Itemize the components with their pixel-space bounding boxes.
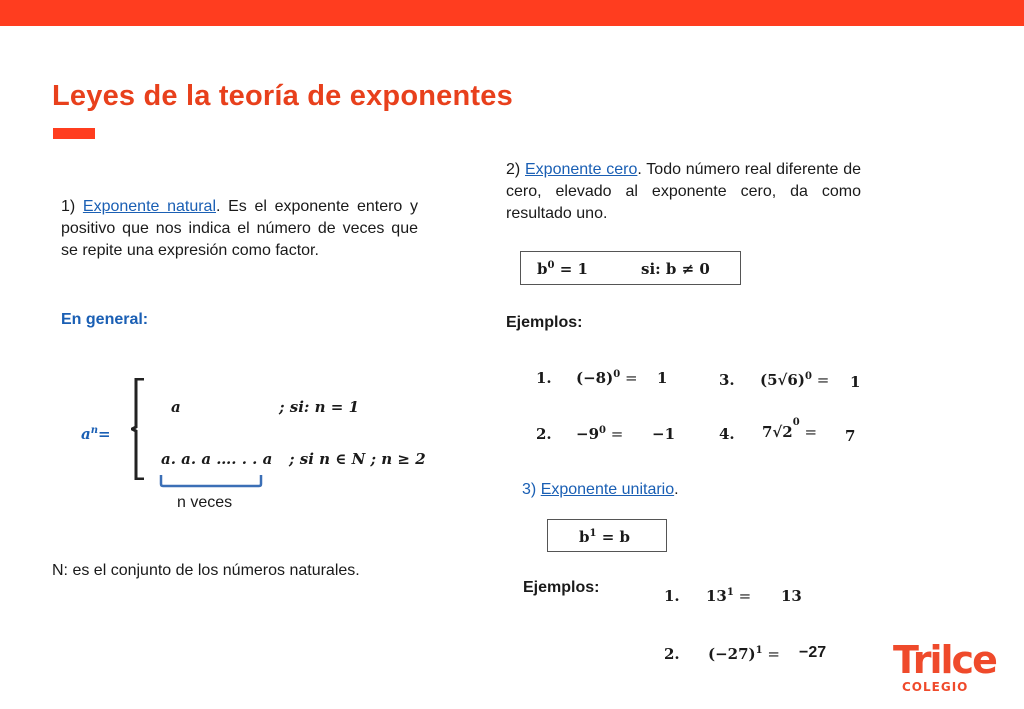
- section2-number: 2): [506, 161, 521, 178]
- general-label: En general:: [61, 311, 149, 328]
- section2-examples-label: Ejemplos:: [506, 314, 583, 331]
- zero-exponent-rule-box: [520, 251, 741, 285]
- case2-expression: a. a. a …. . . a: [161, 450, 273, 468]
- unit-exponent-rule-box: [547, 519, 667, 552]
- left-brace: [131, 378, 145, 480]
- zero-ex1-base: (−8): [576, 369, 614, 387]
- section1-paragraph: [61, 196, 418, 262]
- zero-ex4-exp: 0: [792, 417, 800, 428]
- zero-ex3-result: 1: [850, 373, 861, 391]
- section1-number: 1): [61, 198, 76, 215]
- zero-ex3-expression: [760, 371, 829, 389]
- section3-examples-label: Ejemplos:: [523, 579, 600, 596]
- zero-ex4-number: 4.: [719, 425, 735, 443]
- section3-period: .: [674, 481, 679, 498]
- general-lhs: [81, 425, 111, 443]
- zero-ex2-result: −1: [652, 425, 676, 443]
- top-accent-bar: [0, 0, 1024, 26]
- zero-ex1-expression: [576, 369, 638, 387]
- zero-ex1-exp: 0: [613, 369, 621, 380]
- zero-ex4-result: 7: [845, 427, 856, 445]
- zero-ex3-number: 3.: [719, 371, 735, 389]
- unit-ex1-result: 13: [781, 587, 802, 605]
- trilce-logo: [893, 638, 996, 694]
- section3-heading: [522, 481, 679, 499]
- zero-ex2-expression: [576, 425, 623, 443]
- section2-paragraph: [506, 159, 861, 225]
- unit-ex1-exp: 1: [726, 587, 734, 598]
- section3-number: 3): [522, 481, 537, 498]
- lhs-exponent: n: [90, 425, 99, 436]
- n-veces-label: n veces: [177, 494, 233, 511]
- unit-ex2-result: −27: [799, 644, 827, 661]
- section3-link[interactable]: Exponente unitario: [540, 481, 675, 498]
- unit-ex2-base: (−27): [708, 645, 756, 663]
- zero-ex3-base: (5√6): [760, 371, 805, 389]
- case1-expression: a: [171, 398, 181, 416]
- logo-wordmark: Trilce: [893, 638, 996, 682]
- natural-numbers-note: N: es el conjunto de los números naturales.: [52, 562, 360, 579]
- title-underline-accent: [53, 128, 95, 139]
- zero-rule-condition: si: b ≠ 0: [641, 260, 710, 278]
- unit-ex2-expression: [708, 645, 780, 663]
- zero-ex1-number: 1.: [536, 369, 552, 387]
- unit-rule-exp: 1: [589, 528, 597, 539]
- zero-ex2-base: −9: [576, 425, 600, 443]
- section2-text: . Todo número real diferente de cero, elevado al exponente cero, da como resultado uno.: [506, 161, 862, 222]
- page-title: Leyes de la teoría de exponentes: [52, 80, 513, 112]
- zero-rule-exp: 0: [547, 260, 555, 271]
- zero-ex2-exp: 0: [599, 425, 606, 436]
- zero-rule-base: b: [537, 260, 548, 278]
- unit-ex1-eq: =: [738, 587, 752, 605]
- unit-ex2-eq: =: [767, 645, 780, 663]
- n-veces-bracket: [159, 474, 263, 488]
- section1-link[interactable]: Exponente natural: [82, 198, 216, 215]
- lhs-base: a: [81, 425, 91, 443]
- logo-subtitle: COLEGIO: [902, 680, 969, 694]
- unit-rule-formula: [579, 528, 630, 546]
- case2-condition: ; si n ∈ N ; n ≥ 2: [289, 450, 426, 468]
- zero-ex1-result: 1: [657, 369, 668, 387]
- unit-ex1-expression: [706, 587, 751, 605]
- zero-ex1-eq: =: [624, 369, 638, 387]
- section1-text: . Es el exponente entero y positivo que nos indica el número de veces que se repite una expresión como factor.: [61, 198, 418, 259]
- zero-ex3-eq: =: [816, 371, 830, 389]
- lhs-equals: =: [98, 425, 111, 443]
- case1-condition: ; si: n = 1: [279, 398, 360, 416]
- zero-rule-formula: [537, 260, 588, 278]
- zero-ex4-base: 7√2: [762, 423, 793, 441]
- unit-ex1-base: 13: [706, 587, 727, 605]
- zero-ex4-eq: =: [804, 423, 818, 441]
- unit-ex2-number: 2.: [664, 645, 680, 663]
- unit-rule-base: b: [579, 528, 590, 546]
- unit-rule-eq: = b: [596, 528, 630, 546]
- zero-rule-eq: = 1: [554, 260, 588, 278]
- zero-ex2-eq: =: [610, 425, 624, 443]
- zero-ex4-expression: [762, 417, 818, 441]
- unit-ex2-exp: 1: [755, 645, 763, 656]
- zero-ex2-number: 2.: [536, 425, 552, 443]
- unit-ex1-number: 1.: [664, 587, 680, 605]
- zero-ex3-exp: 0: [804, 371, 812, 382]
- section2-link[interactable]: Exponente cero: [525, 161, 638, 178]
